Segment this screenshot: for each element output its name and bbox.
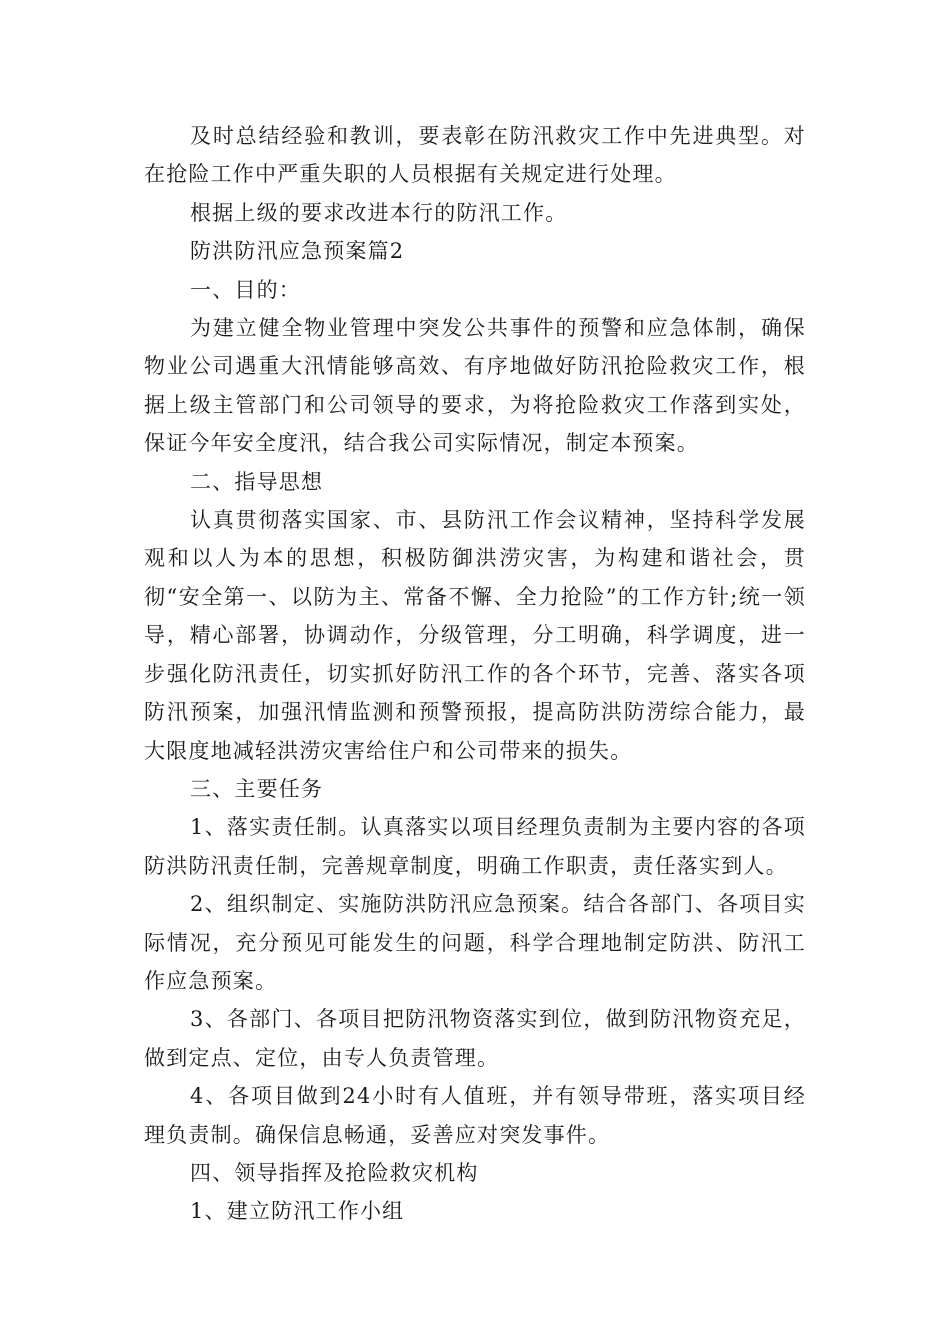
list-item-task-4: 4、各项目做到24小时有人值班，并有领导带班，落实项目经理负责制。确保信息畅通，妥善应对突发事件。	[144, 1084, 806, 1147]
list-item-task-3: 3、各部门、各项目把防汛物资落实到位，做到防汛物资充足，做到定点、定位，由专人负责管理。	[144, 1007, 806, 1070]
heading-purpose: 一、目的：	[190, 277, 301, 302]
paragraph-purpose: 为建立健全物业管理中突发公共事件的预警和应急体制，确保物业公司遇重大汛情能够高效、有序地做好防汛抢险救灾工作，根据上级主管部门和公司领导的要求，为将抢险救灾工作落到实处，保证今年安全度汛，结合我公司实际情况，制定本预案。	[144, 316, 806, 456]
paragraph-summary-lessons: 及时总结经验和教训，要表彰在防汛救灾工作中先进典型。对在抢险工作中严重失职的人员根据有关规定进行处理。	[144, 124, 806, 187]
list-item-task-1: 1、落实责任制。认真落实以项目经理负责制为主要内容的各项防洪防汛责任制，完善规章制度，明确工作职责，责任落实到人。	[144, 815, 806, 878]
heading-main-tasks: 三、主要任务	[190, 776, 324, 801]
section-title-plan-2: 防洪防汛应急预案篇2	[190, 239, 405, 264]
heading-leadership: 四、领导指挥及抢险救灾机构	[190, 1160, 479, 1185]
heading-guiding-ideology: 二、指导思想	[190, 469, 324, 494]
list-item-leadership-1: 1、建立防汛工作小组	[190, 1199, 405, 1224]
paragraph-guiding-ideology: 认真贯彻落实国家、市、县防汛工作会议精神，坚持科学发展观和以人为本的思想，积极防御洪涝灾害，为构建和谐社会，贯彻“安全第一、以防为主、常备不懈、全力抢险”的工作方针;统一领导，精心部署，协调动作，分级管理，分工明确，科学调度，进一步强化防汛责任，切实抓好防汛工作的各个环节，完善、落实各项防汛预案，加强汛情监测和预警预报，提高防洪防涝综合能力，最大限度地减轻洪涝灾害给住户和公司带来的损失。	[144, 508, 806, 763]
list-item-task-2: 2、组织制定、实施防洪防汛应急预案。结合各部门、各项目实际情况，充分预见可能发生的问题，科学合理地制定防洪、防汛工作应急预案。	[144, 892, 806, 993]
document-body	[144, 117, 806, 1231]
paragraph-improve-work: 根据上级的要求改进本行的防汛工作。	[190, 200, 568, 225]
